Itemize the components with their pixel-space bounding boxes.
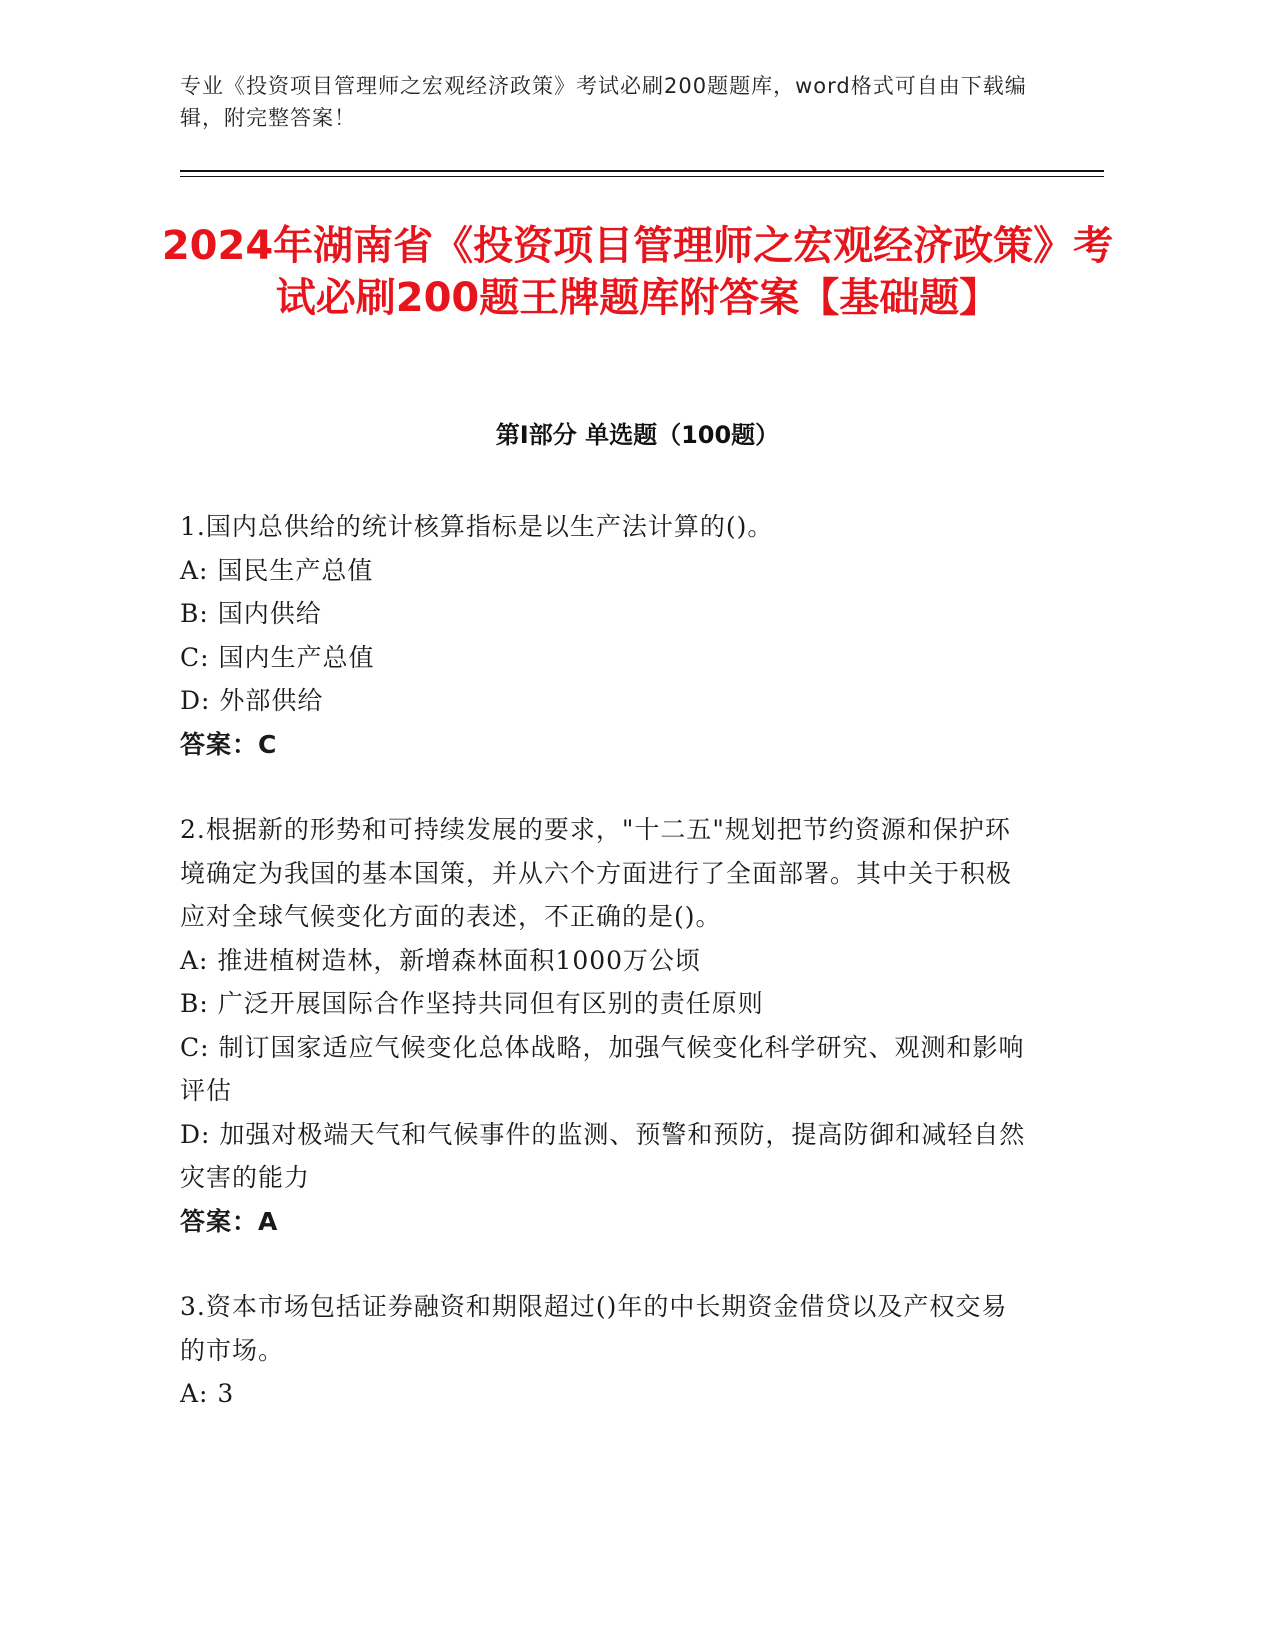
answer: 答案：A bbox=[180, 1206, 279, 1236]
question-1 bbox=[180, 505, 1030, 766]
question-2 bbox=[180, 808, 1030, 1243]
option-b: B: 广泛开展国际合作坚持共同但有区别的责任原则 bbox=[180, 989, 764, 1018]
option-b: B: 国内供给 bbox=[180, 599, 322, 628]
header-note: 专业《投资项目管理师之宏观经济政策》考试必刷200题题库，word格式可自由下载编辑，附完整答案！ bbox=[180, 74, 1027, 130]
answer: 答案：C bbox=[180, 729, 278, 759]
option-a: A: 3 bbox=[180, 1379, 235, 1408]
document-title: 2024年湖南省《投资项目管理师之宏观经济政策》考试必刷200题王牌题库附答案【基础题】 bbox=[161, 223, 1114, 321]
question-text: 3.资本市场包括证券融资和期限超过()年的中长期资金借贷以及产权交易的市场。 bbox=[180, 1292, 1008, 1365]
option-d: D: 外部供给 bbox=[180, 686, 324, 715]
option-c: C: 制订国家适应气候变化总体战略，加强气候变化科学研究、观测和影响评估 bbox=[180, 1032, 1025, 1105]
option-a: A: 推进植树造林，新增森林面积1000万公顷 bbox=[180, 945, 702, 975]
section-heading: 第Ⅰ部分 单选题（100题） bbox=[495, 421, 780, 449]
option-a: A: 国民生产总值 bbox=[180, 555, 374, 585]
question-text: 2.根据新的形势和可持续发展的要求，"十二五"规划把节约资源和保护环境确定为我国的基本国策，并从六个方面进行了全面部署。其中关于积极应对全球气候变化方面的表述，不正确的是()。 bbox=[180, 815, 1013, 931]
header-rule-thin bbox=[180, 176, 1104, 177]
question-3 bbox=[180, 1285, 1030, 1416]
option-c: C: 国内生产总值 bbox=[180, 642, 375, 672]
question-text: 1.国内总供给的统计核算指标是以生产法计算的()。 bbox=[180, 512, 774, 541]
header-rule bbox=[180, 170, 1104, 172]
option-d: D: 加强对极端天气和气候事件的监测、预警和预防，提高防御和减轻自然灾害的能力 bbox=[180, 1119, 1026, 1192]
question-list bbox=[180, 505, 1030, 1458]
